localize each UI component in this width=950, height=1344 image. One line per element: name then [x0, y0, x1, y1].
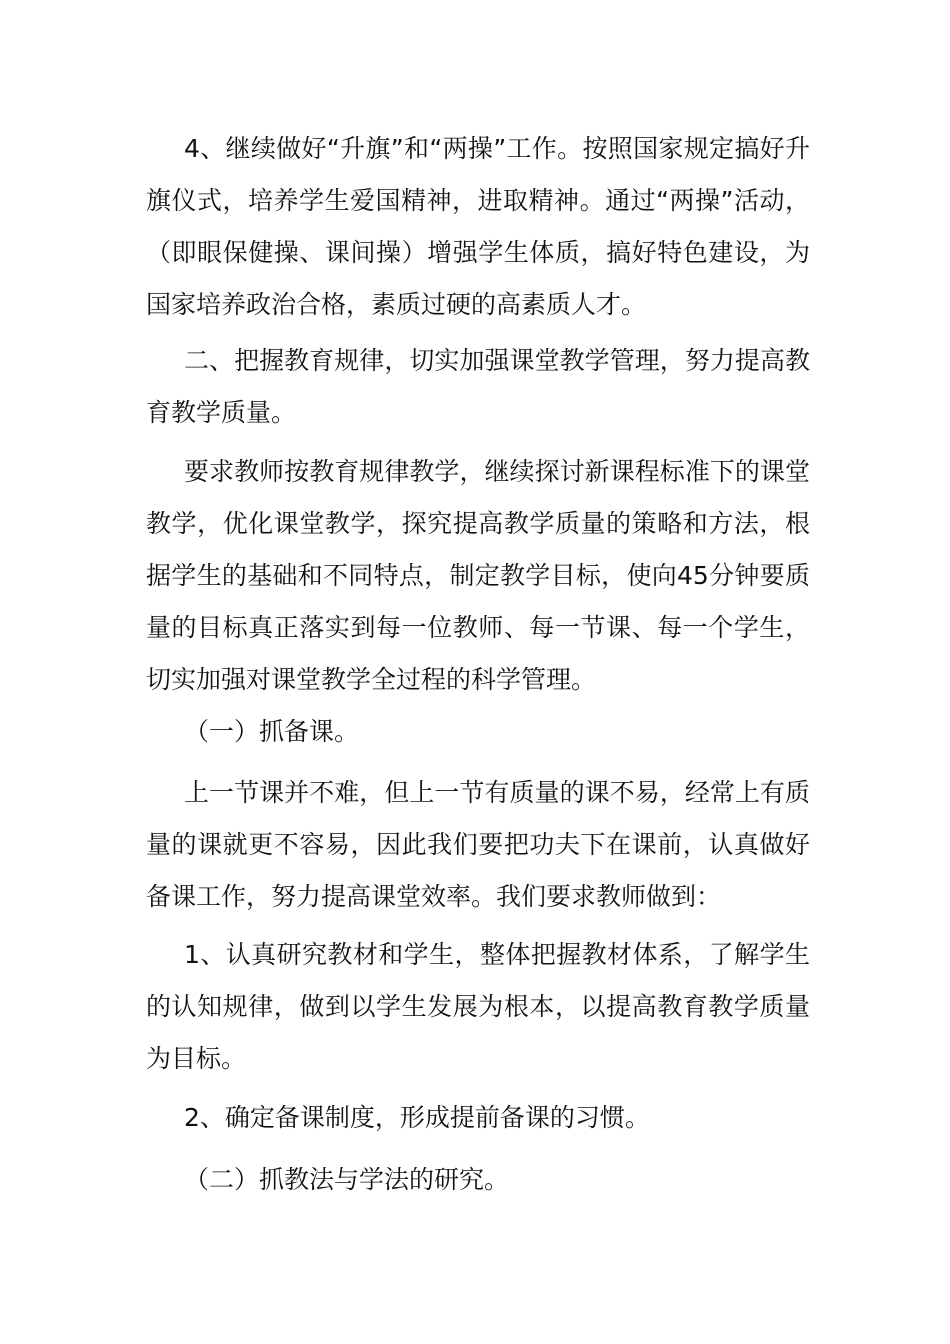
paragraph-5: 上一节课并不难，但上一节有质量的课不易，经常上有质量的课就更不容易，因此我们要把功夫下在课前，认真做好备课工作，努力提高课堂效率。我们要求教师做到：: [146, 778, 810, 911]
paragraph-8: （二）抓教法与学法的研究。: [184, 1165, 510, 1194]
paragraph-2: 二、把握教育规律，切实加强课堂教学管理，努力提高教育教学质量。: [146, 346, 810, 427]
paragraph-4: （一）抓备课。: [184, 717, 360, 746]
paragraph-3: 要求教师按教育规律教学，继续探讨新课程标准下的课堂教学，优化课堂教学，探究提高教学质量的策略和方法，根据学生的基础和不同特点，制定教学目标，使向45分钟要质量的目标真正落实到每一位教师、每一节课、每一个学生，切实加强对课堂教学全过程的科学管理。: [146, 457, 810, 694]
paragraph-7: 2、确定备课制度，形成提前备课的习惯。: [184, 1103, 650, 1132]
paragraph-6: 1、认真研究教材和学生，整体把握教材体系，了解学生的认知规律，做到以学生发展为根本，以提高教育教学质量为目标。: [146, 940, 810, 1073]
paragraph-1: 4、继续做好“升旗”和“两操”工作。按照国家规定搞好升旗仪式，培养学生爱国精神，进取精神。通过“两操”活动，（即眼保健操、课间操）增强学生体质，搞好特色建设，为国家培养政治合格，素质过硬的高素质人才。: [146, 134, 810, 319]
